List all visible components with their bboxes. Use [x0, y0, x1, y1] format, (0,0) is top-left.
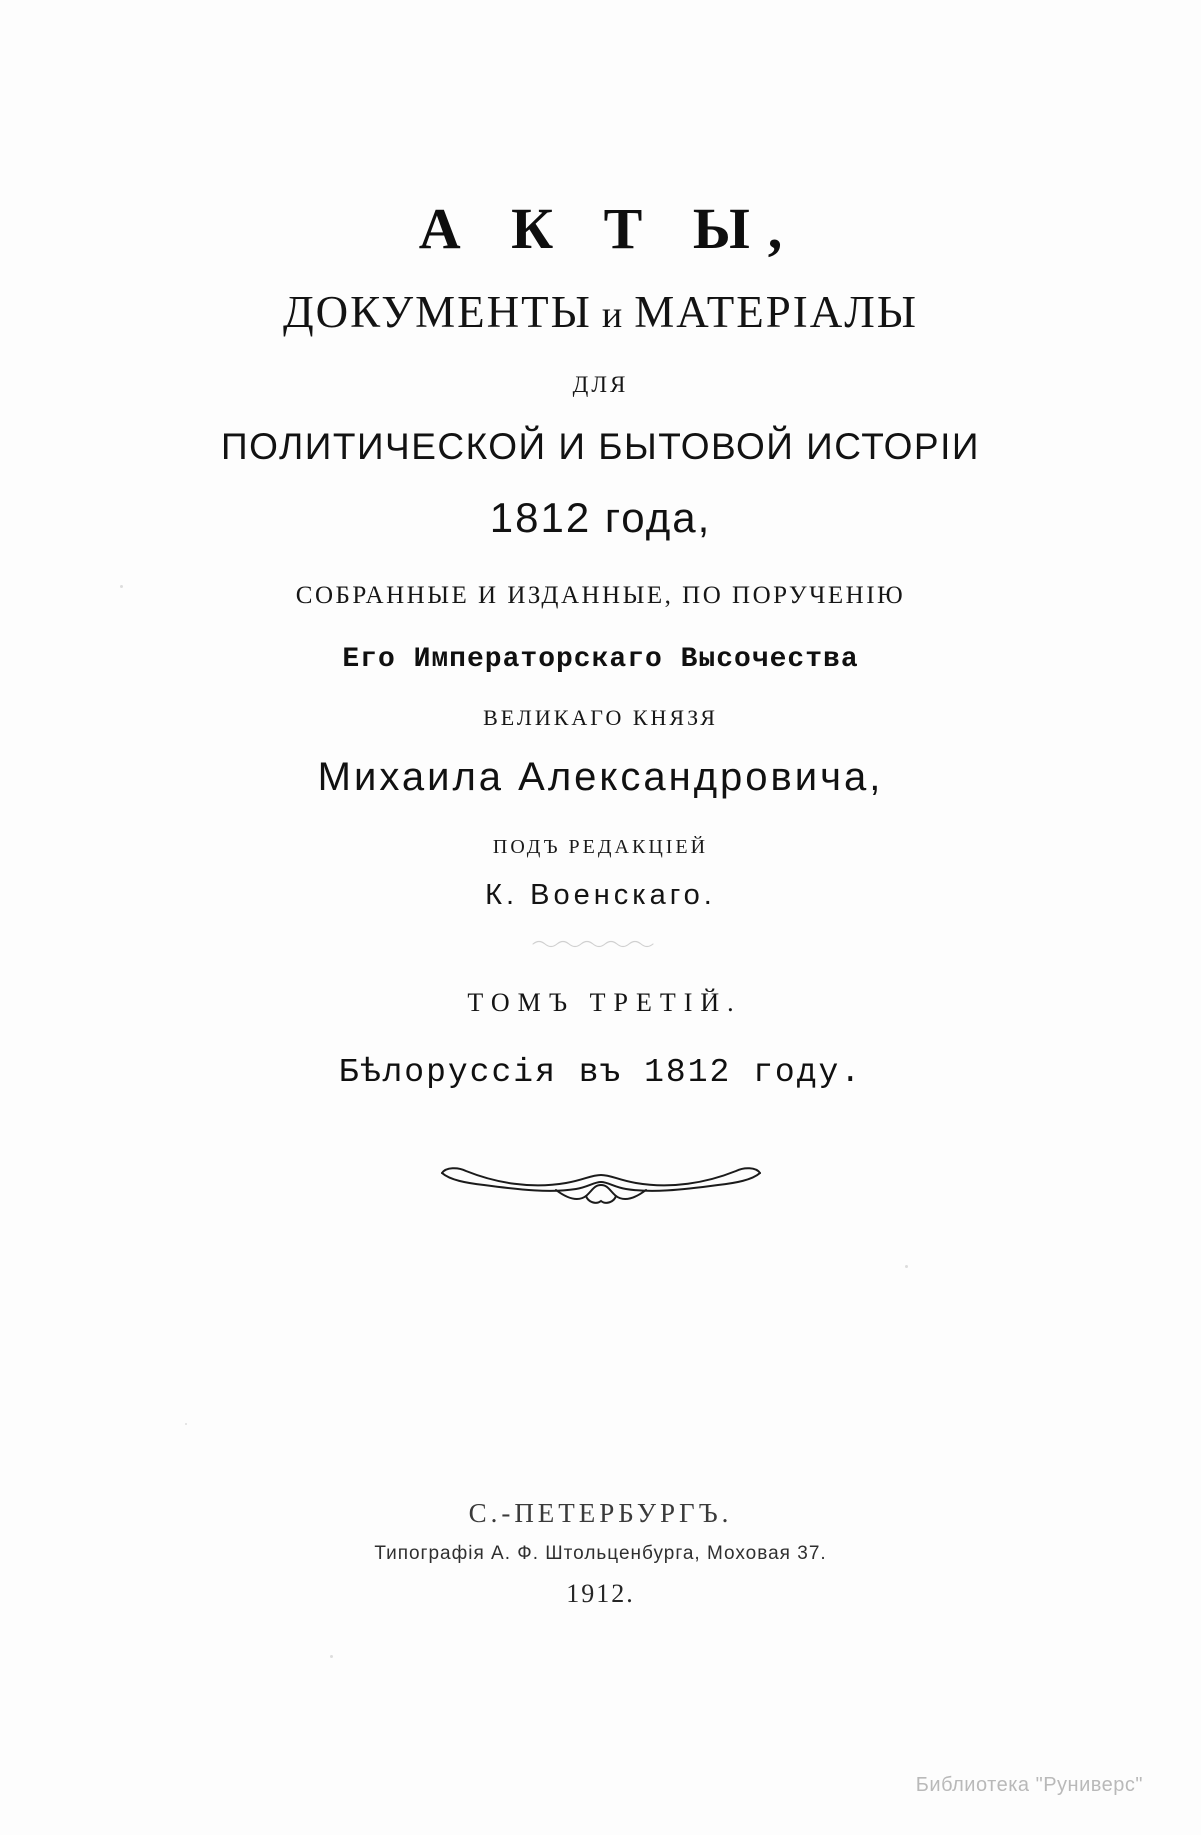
- secondary-title-left: ДОКУМЕНТЫ: [282, 287, 592, 337]
- scan-speck: [185, 1423, 187, 1425]
- library-watermark: Библиотека "Руниверс": [915, 1774, 1143, 1796]
- secondary-title-conjunction: и: [601, 294, 625, 336]
- main-title: А К Т Ы,: [418, 196, 801, 261]
- secondary-title: [0, 286, 1201, 338]
- ornament-divider-icon: [436, 1163, 766, 1209]
- scan-speck: [330, 1655, 333, 1658]
- squiggle-divider-icon: [531, 938, 671, 948]
- secondary-title-right: МАТЕРІАЛЫ: [634, 287, 919, 337]
- publication-year: 1912.: [566, 1579, 635, 1608]
- volume-subtitle: Бѣлоруссія въ 1812 году.: [338, 1054, 863, 1091]
- patron-rank: ВЕЛИКАГО КНЯЗЯ: [483, 705, 718, 730]
- patron-name: Михаила Александровича,: [317, 755, 884, 799]
- imprint-block: [0, 1498, 1201, 1609]
- edited-label: ПОДЪ РЕДАКЦІЕЙ: [492, 836, 709, 858]
- volume-label: ТОМЪ ТРЕТІЙ.: [467, 988, 742, 1017]
- scan-speck: [905, 1265, 908, 1268]
- scan-speck: [120, 585, 123, 588]
- for-word: ДЛЯ: [572, 372, 629, 397]
- patron-title: Его Императорскаго Высочества: [342, 644, 859, 675]
- subject-line: ПОЛИТИЧЕСКОЙ И БЫТОВОЙ ИСТОРІИ: [221, 426, 980, 467]
- printer-line: Типографія А. Ф. Штольценбурга, Моховая 37.: [374, 1543, 827, 1564]
- editor-name: К. Военскаго.: [485, 879, 716, 911]
- year-line: 1812 года,: [489, 494, 712, 541]
- collected-line: СОБРАННЫЕ И ИЗДАННЫЕ, ПО ПОРУЧЕНІЮ: [295, 582, 906, 609]
- publication-city: С.-ПЕТЕРБУРГЪ.: [468, 1498, 733, 1528]
